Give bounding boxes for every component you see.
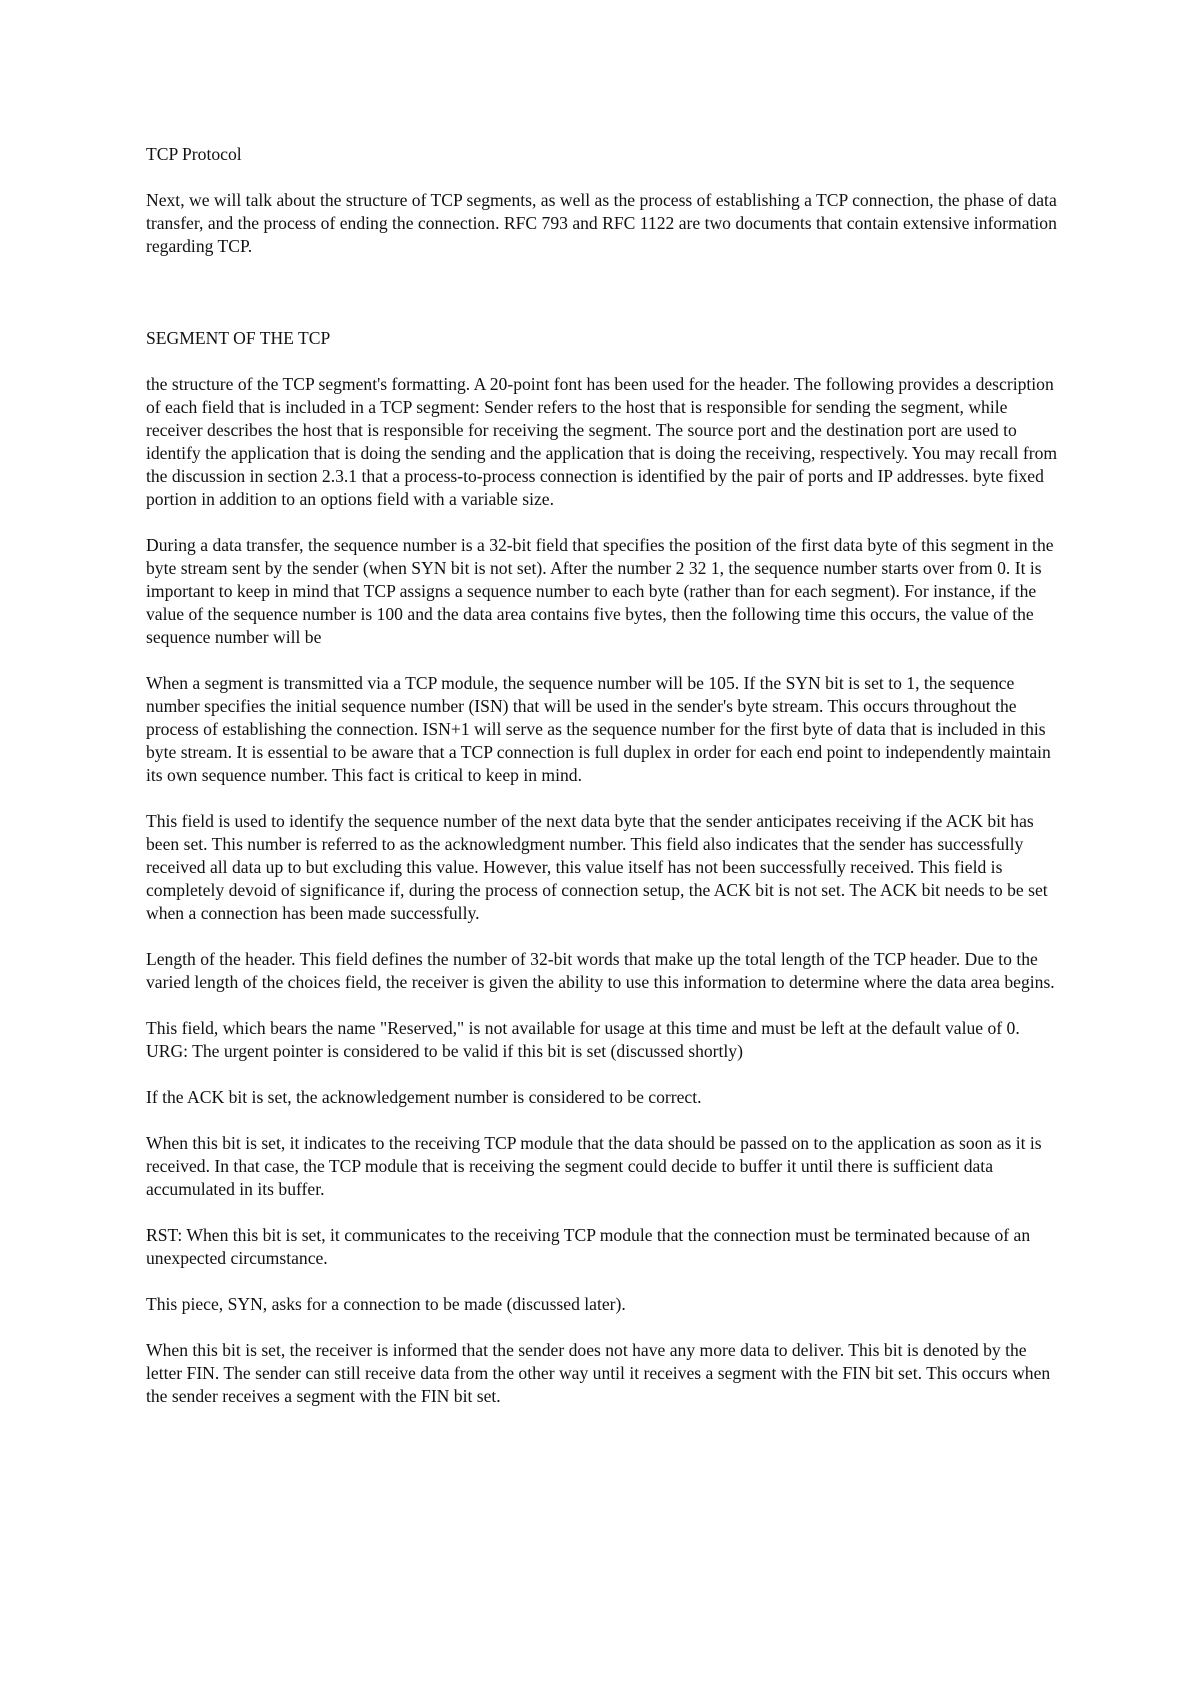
body-paragraph: When this bit is set, it indicates to the receiving TCP module that the data should be passed on to the application as soon as it is received. In that case, the TCP module that is receiving the segment could decide to buffer it until there is sufficient data accumulated in its buffer. xyxy=(146,1133,1042,1199)
body-paragraph: If the ACK bit is set, the acknowledgement number is considered to be correct. xyxy=(146,1087,702,1107)
document-title: TCP Protocol xyxy=(146,144,242,164)
body-paragraph: This field is used to identify the sequence number of the next data byte that the sender anticipates receiving if the ACK bit has been set. This number is referred to as the acknowledgment number. This field also indicates that the sender has successfully received all data up to but excluding this value. However, this value itself has not been successfully received. This field is completely devoid of significance if, during the process of connection setup, the ACK bit is not set. The ACK bit needs to be set when a connection has been made successfully. xyxy=(146,811,1048,923)
body-paragraph: Length of the header. This field defines the number of 32-bit words that make up the total length of the TCP header. Due to the varied length of the choices field, the receiver is given the ability to use this information to determine where the data area begins. xyxy=(146,949,1055,992)
document-page xyxy=(146,143,1066,1431)
body-paragraph: When this bit is set, the receiver is informed that the sender does not have any more data to deliver. This bit is denoted by the letter FIN. The sender can still receive data from the other way until it receives a segment with the FIN bit set. This occurs when the sender receives a segment with the FIN bit set. xyxy=(146,1340,1051,1406)
intro-paragraph: Next, we will talk about the structure of TCP segments, as well as the process of establishing a TCP connection, the phase of data transfer, and the process of ending the connection. RFC 793 and RFC 1122 are two documents that contain extensive information regarding TCP. xyxy=(146,190,1057,256)
body-paragraph: During a data transfer, the sequence number is a 32-bit field that specifies the position of the first data byte of this segment in the byte stream sent by the sender (when SYN bit is not set). After the number 2 32 1, the sequence number starts over from 0. It is important to keep in mind that TCP assigns a sequence number to each byte (rather than for each segment). For instance, if the value of the sequence number is 100 and the data area contains five bytes, then the following time this occurs, the value of the sequence number will be xyxy=(146,535,1054,647)
body-paragraph: This field, which bears the name "Reserved," is not available for usage at this time and must be left at the default value of 0. URG: The urgent pointer is considered to be valid if this bit is set (discussed shortly) xyxy=(146,1018,1020,1061)
body-paragraph: RST: When this bit is set, it communicates to the receiving TCP module that the connection must be terminated because of an unexpected circumstance. xyxy=(146,1225,1031,1268)
body-paragraph: the structure of the TCP segment's formatting. A 20-point font has been used for the header. The following provides a description of each field that is included in a TCP segment: Sender refers to the host that is responsible for sending the segment, while receiver describes the host that is responsible for receiving the segment. The source port and the destination port are used to identify the application that is doing the sending and the application that is doing the receiving, respectively. You may recall from the discussion in section 2.3.1 that a process-to-process connection is identified by the pair of ports and IP addresses. byte fixed portion in addition to an options field with a variable size. xyxy=(146,374,1058,509)
section-heading: SEGMENT OF THE TCP xyxy=(146,328,331,348)
body-paragraph: When a segment is transmitted via a TCP module, the sequence number will be 105. If the SYN bit is set to 1, the sequence number specifies the initial sequence number (ISN) that will be used in the sender's byte stream. This occurs throughout the process of establishing the connection. ISN+1 will serve as the sequence number for the first byte of data that is included in this byte stream. It is essential to be aware that a TCP connection is full duplex in order for each end point to independently maintain its own sequence number. This fact is critical to keep in mind. xyxy=(146,673,1051,785)
body-paragraph: This piece, SYN, asks for a connection to be made (discussed later). xyxy=(146,1294,626,1314)
